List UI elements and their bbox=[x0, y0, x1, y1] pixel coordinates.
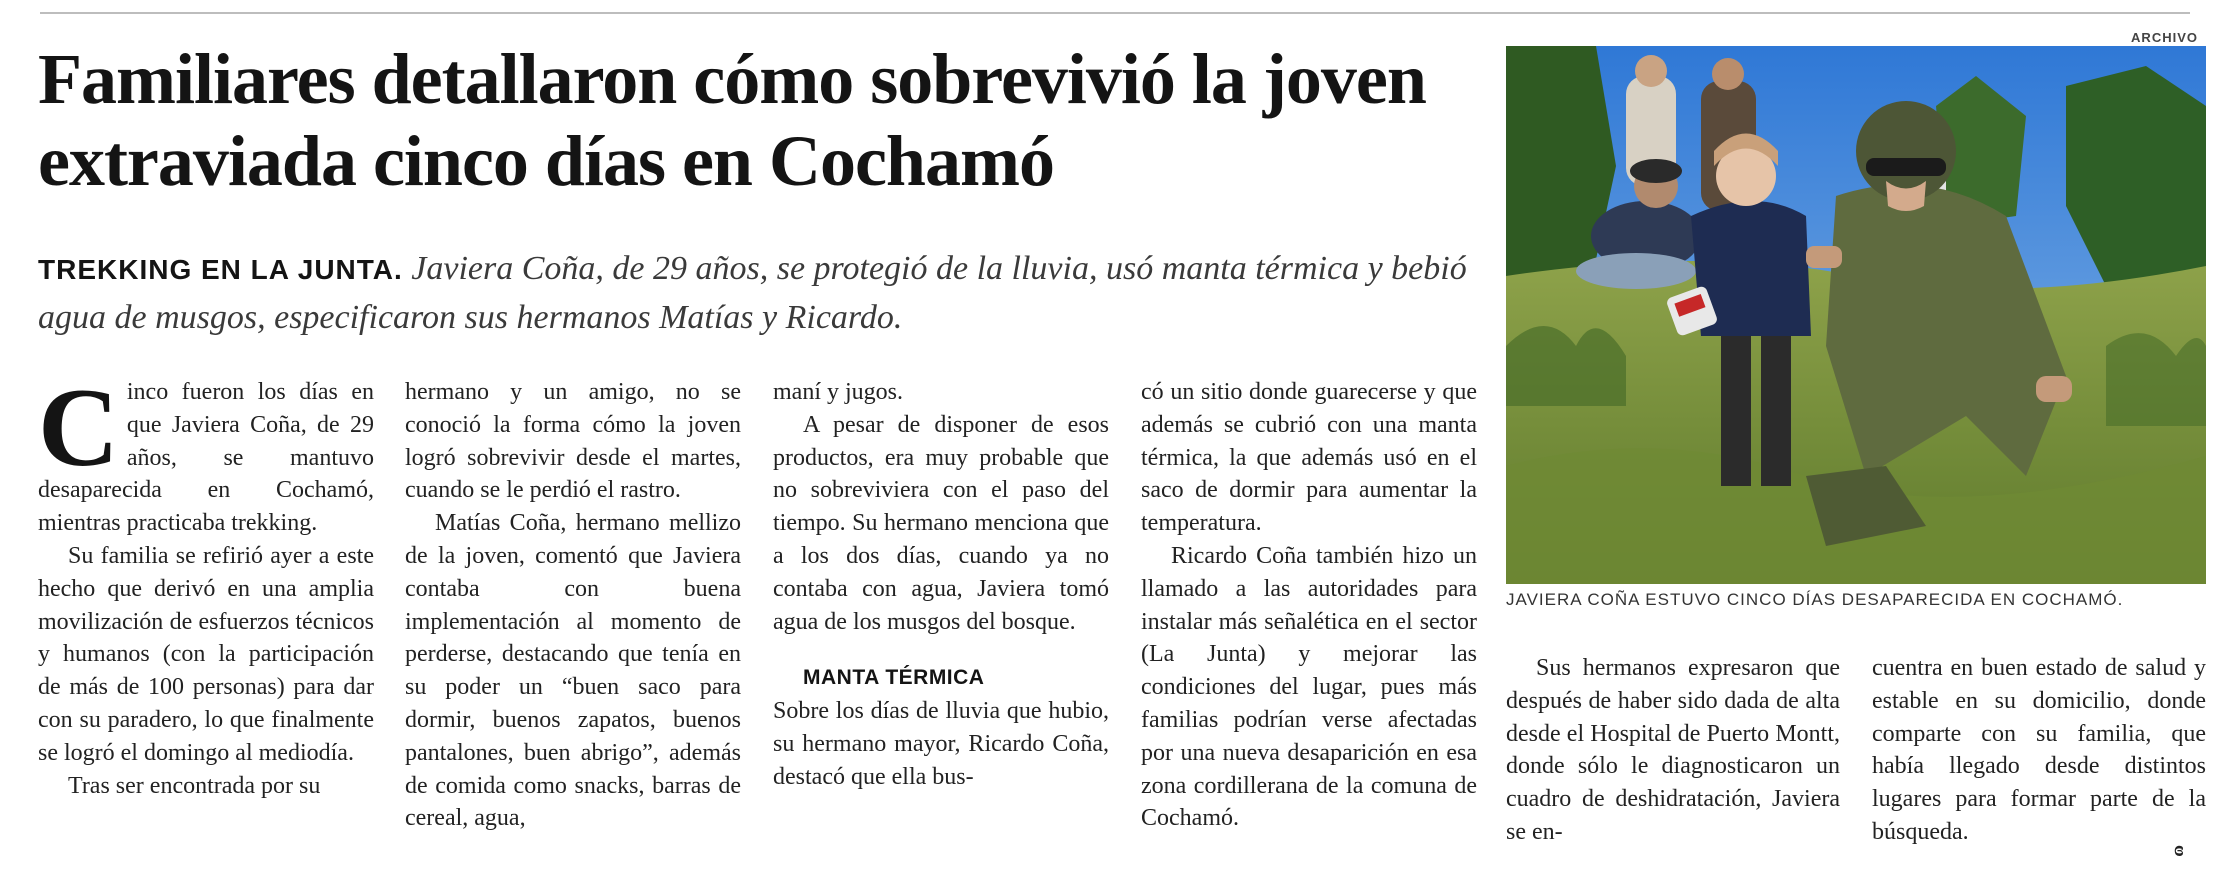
article-paragraph: Ricardo Coña también hizo un llamado a las autoridades para instalar más señalética en el sector (La Junta) y mejorar las condiciones del lugar, pues más familias podrían verse afectadas por una nueva desaparición en esa zona cordillerana de la comuna de Cochamó. bbox=[1141, 542, 1477, 832]
article-column-6 bbox=[1872, 652, 2206, 849]
article-column-2 bbox=[405, 376, 741, 835]
article-paragraph bbox=[38, 366, 374, 540]
article-column-5 bbox=[1506, 652, 1840, 849]
drop-cap: C bbox=[38, 366, 119, 490]
headline: Familiares detallaron cómo sobrevivió la joven extraviada cinco días en Cochamó bbox=[38, 39, 1426, 201]
deck: Javiera Coña, de 29 años, se protegió de la lluvia, usó manta térmica y bebió agua de musgos, especificaron sus hermanos Matías y Ricardo. bbox=[38, 250, 1467, 336]
lead-paragraph bbox=[38, 245, 1468, 342]
kicker: TREKKING EN LA JUNTA. bbox=[38, 254, 403, 285]
article-paragraph: có un sitio donde guarecerse y que además se cubrió con una manta térmica, la que además usó en el saco de dormir para aumentar la temperatura. bbox=[1141, 379, 1477, 537]
article-paragraph: A pesar de disponer de esos productos, era muy probable que no sobreviviera con el paso del tiempo. Su hermano menciona que a los dos días, cuando ya no contaba con agua, Javiera tomó agua de los musgos del bosque. bbox=[773, 411, 1109, 635]
photo-credit: ARCHIVO bbox=[2131, 30, 2198, 45]
article-paragraph: Su familia se refirió ayer a este hecho que derivó en una amplia movilización de esfuerzos técnicos y humanos (con la participación de más de 100 personas) para dar con su paradero, lo que finalmente se logró el domingo al mediodía. bbox=[38, 542, 374, 766]
article-paragraph: Tras ser encontrada por su bbox=[68, 772, 321, 799]
article-column-1 bbox=[38, 366, 374, 802]
end-of-article-icon: ɞ bbox=[2173, 836, 2184, 861]
article-column-4 bbox=[1141, 376, 1477, 835]
news-photo bbox=[1506, 46, 2206, 584]
photo-caption: JAVIERA COÑA ESTUVO CINCO DÍAS DESAPARECIDA EN COCHAMÓ. bbox=[1506, 590, 2124, 609]
article-paragraph: Sobre los días de lluvia que hubio, su hermano mayor, Ricardo Coña, destacó que ella bus- bbox=[773, 698, 1109, 790]
article-paragraph: Matías Coña, hermano mellizo de la joven, comentó que Javiera contaba con buena implementación al momento de perderse, destacando que tenía en su poder un “buen saco para dormir, buenos zapatos, buenos pantalones, buen abrigo”, además de comida como snacks, barras de cereal, agua, bbox=[405, 510, 741, 832]
paragraph-text: inco fueron los días en que Javiera Coña, de 29 años, se mantuvo desaparecida en Cochamó, mientras practicaba trekking. bbox=[38, 379, 374, 537]
article-column-3 bbox=[773, 376, 1109, 794]
section-subhead: MANTA TÉRMICA bbox=[803, 666, 985, 690]
article-paragraph: Sus hermanos expresaron que después de haber sido dada de alta desde el Hospital de Puerto Montt, donde sólo le diagnosticaron un cuadro de deshidratación, Javiera se en- bbox=[1506, 655, 1840, 845]
article-paragraph: maní y jugos. bbox=[773, 379, 903, 405]
article-paragraph: hermano y un amigo, no se conoció la forma cómo la joven logró sobrevivir desde el martes, cuando se le perdió el rastro. bbox=[405, 379, 741, 504]
article-paragraph: cuentra en buen estado de salud y estable en su domicilio, donde comparte con su familia, que había llegado desde distintos lugares para formar parte de la búsqueda. bbox=[1872, 655, 2206, 845]
rescue-scene-illustration bbox=[1506, 46, 2206, 584]
top-rule bbox=[40, 12, 2190, 14]
